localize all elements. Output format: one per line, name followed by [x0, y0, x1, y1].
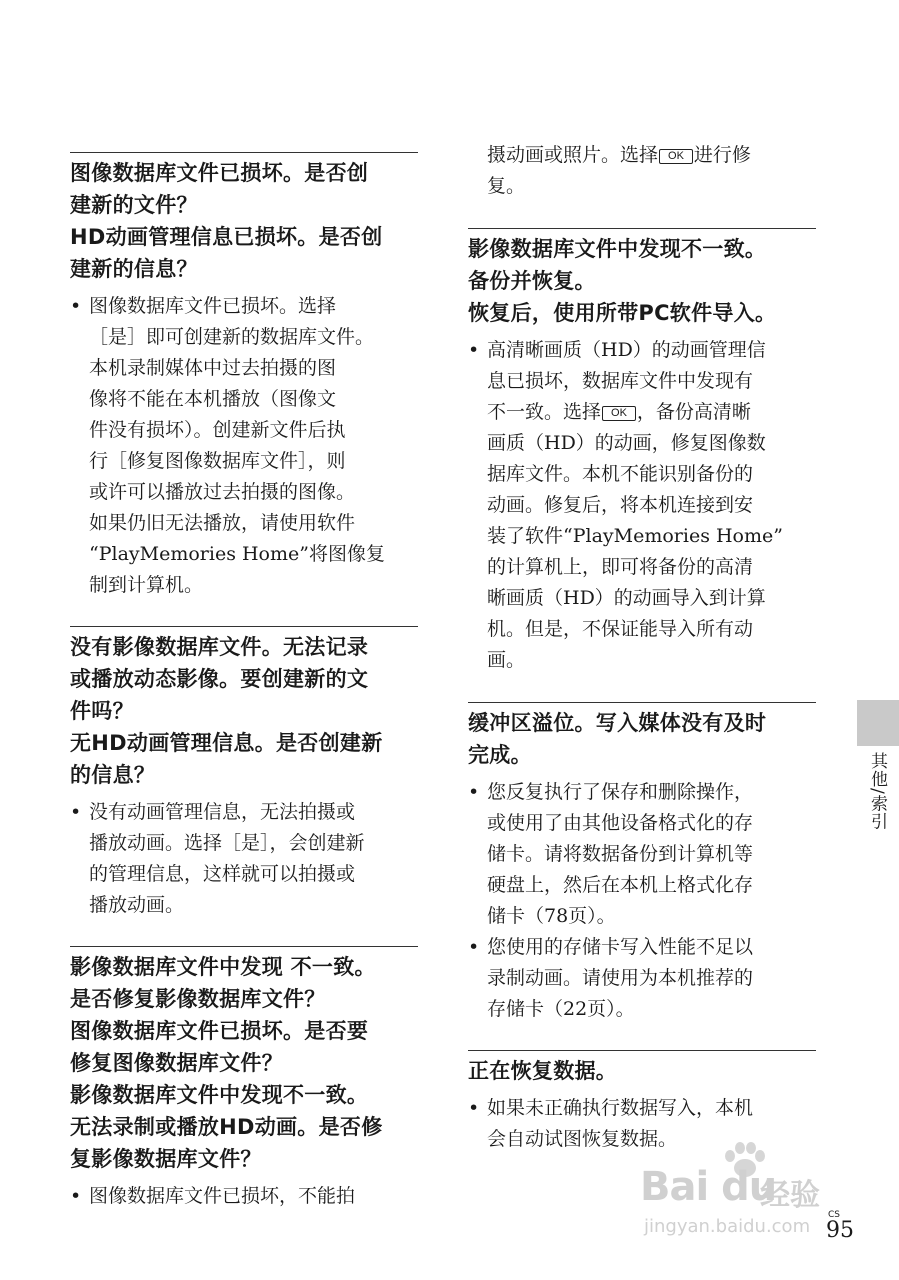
heading-line: 备份并恢复。 [468, 269, 596, 293]
bullet-item [468, 777, 816, 932]
body-line: 如果仍旧无法播放，请使用软件 [89, 512, 356, 534]
bullet-dot: • [468, 936, 480, 958]
heading-line: 恢复后，使用所带PC软件导入。 [468, 301, 777, 325]
bullet-item [70, 1181, 418, 1212]
bullet-dot: • [70, 1185, 82, 1207]
bullet-dot: • [468, 339, 480, 361]
body-line: 播放动画。选择［是］，会创建新 [89, 832, 365, 854]
language-code: CS [828, 1210, 840, 1220]
body-line: 图像数据库文件已损坏。选择 [89, 295, 337, 317]
body-line: 播放动画。 [89, 894, 185, 916]
heading-line: HD动画管理信息已损坏。是否创 [70, 225, 383, 249]
page-number: 95 [826, 1218, 854, 1243]
baidu-watermark [640, 1140, 850, 1240]
heading-line: 无HD动画管理信息。是否创建新 [70, 731, 383, 755]
text-span: 摄动画或照片。选择 [487, 144, 659, 166]
side-tab-label: 其他/索引 [867, 752, 887, 831]
body-line: 像将不能在本机播放（图像文 [89, 388, 337, 410]
bullet-dot: • [70, 801, 82, 823]
body-line: 的计算机上，即可将备份的高清 [487, 556, 754, 578]
section-heading [70, 631, 418, 791]
body-line: 息已损坏，数据库文件中发现有 [487, 370, 754, 392]
body-line: 的管理信息，这样就可以拍摄或 [89, 863, 356, 885]
section-buffer-overflow [468, 702, 816, 1025]
bullet-item [70, 291, 418, 601]
watermark-logo: Bai du [640, 1164, 777, 1210]
section-inconsistency-repair [70, 946, 418, 1212]
section-backup-recover [468, 228, 816, 676]
body-line: 录制动画。请使用为本机推荐的 [487, 967, 754, 989]
heading-line: 无法录制或播放HD动画。是否修 [70, 1115, 383, 1139]
ok-button-icon: OK [659, 149, 693, 164]
bullet-dot: • [70, 295, 82, 317]
body-line: “PlayMemories Home”将图像复 [89, 543, 385, 565]
body-line: 存储卡（22页）。 [487, 998, 635, 1020]
section-heading [70, 951, 418, 1175]
section-heading [70, 157, 418, 285]
heading-line: 建新的文件？ [70, 193, 198, 217]
body-line: 图像数据库文件已损坏，不能拍 [89, 1185, 356, 1207]
bullet-item [70, 797, 418, 921]
body-line: 晰画质（HD）的动画导入到计算 [487, 587, 766, 609]
text-span: 进行修 [693, 144, 751, 166]
heading-line: 没有影像数据库文件。无法记录 [70, 635, 369, 659]
bullet-item [468, 335, 816, 676]
section-database-damaged [70, 152, 418, 601]
heading-line: 正在恢复数据。 [468, 1059, 618, 1083]
body-line: 没有动画管理信息，无法拍摄或 [89, 801, 356, 823]
section-no-database [70, 626, 418, 921]
body-line: 画。 [487, 649, 526, 671]
body-line: 您反复执行了保存和删除操作， [487, 781, 754, 803]
body-line: 硬盘上，然后在本机上格式化存 [487, 874, 754, 896]
ok-button-icon: OK [602, 406, 636, 421]
heading-line: 修复图像数据库文件？ [70, 1051, 283, 1075]
side-tab-marker [857, 700, 899, 746]
body-line: 机。但是，不保证能导入所有动 [487, 618, 754, 640]
body-line: 高清晰画质（HD）的动画管理信 [487, 339, 766, 361]
body-line: 或使用了由其他设备格式化的存 [487, 812, 754, 834]
heading-line: 件吗？ [70, 699, 134, 723]
body-line: 您使用的存储卡写入性能不足以 [487, 936, 754, 958]
body-line: 画质（HD）的动画，修复图像数 [487, 432, 766, 454]
heading-line: 复影像数据库文件？ [70, 1147, 262, 1171]
heading-line: 的信息？ [70, 763, 156, 787]
watermark-suffix: 经验 [760, 1178, 820, 1213]
section-heading [468, 1055, 816, 1087]
continued-text [468, 140, 816, 202]
body-line: 储卡（78页）。 [487, 905, 616, 927]
body-line [468, 140, 816, 171]
watermark-url: jingyan.baidu.com [644, 1216, 811, 1237]
body-line: ［是］即可创建新的数据库文件。 [89, 326, 375, 348]
heading-line: 影像数据库文件中发现 不一致。 [70, 955, 376, 979]
body-line: 会自动试图恢复数据。 [487, 1128, 678, 1150]
heading-line: 缓冲区溢位。写入媒体没有及时 [468, 711, 767, 735]
body-line: 行［修复图像数据库文件］，则 [89, 450, 346, 472]
body-line: 装了软件“PlayMemories Home” [487, 525, 783, 547]
body-line: 复。 [487, 175, 526, 197]
body-line: 件没有损坏）。创建新文件后执 [89, 419, 346, 441]
heading-line: 影像数据库文件中发现不一致。 [468, 237, 767, 261]
heading-line: 图像数据库文件已损坏。是否要 [70, 1019, 369, 1043]
body-line: 如果未正确执行数据写入，本机 [487, 1097, 754, 1119]
body-line: 或许可以播放过去拍摄的图像。 [89, 481, 356, 503]
body-line: 本机录制媒体中过去拍摄的图 [89, 357, 337, 379]
section-heading [468, 233, 816, 329]
heading-line: 图像数据库文件已损坏。是否创 [70, 161, 369, 185]
text-span: ，备份高清晰 [636, 401, 751, 423]
text-span: 不一致。选择 [487, 401, 602, 423]
body-line: 动画。修复后，将本机连接到安 [487, 494, 754, 516]
heading-line: 或播放动态影像。要创建新的文 [70, 667, 369, 691]
body-line: 据库文件。本机不能识别备份的 [487, 463, 754, 485]
body-line [468, 397, 816, 428]
heading-line: 完成。 [468, 743, 532, 767]
section-heading [468, 707, 816, 771]
bullet-dot: • [468, 1097, 480, 1119]
heading-line: 影像数据库文件中发现不一致。 [70, 1083, 369, 1107]
body-line: 制到计算机。 [89, 574, 204, 596]
heading-line: 建新的信息？ [70, 257, 198, 281]
bullet-dot: • [468, 781, 480, 803]
body-line: 储卡。请将数据备份到计算机等 [487, 843, 754, 865]
heading-line: 是否修复影像数据库文件？ [70, 987, 326, 1011]
bullet-item [468, 932, 816, 1025]
